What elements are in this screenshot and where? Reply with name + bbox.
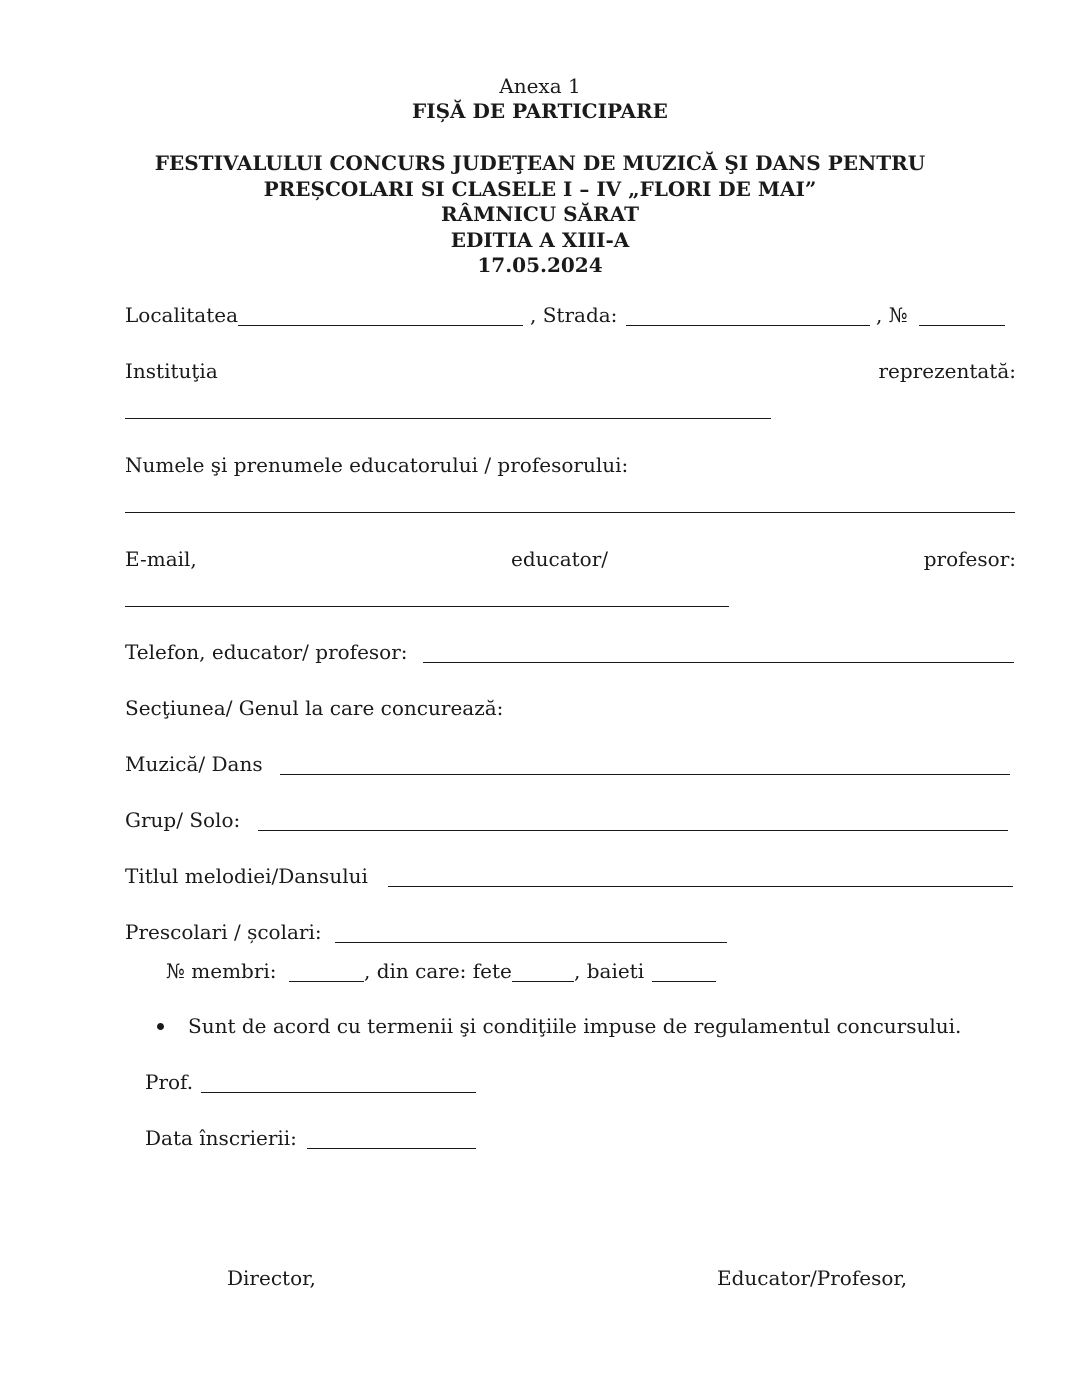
teacher-name-label: Numele şi prenumele educatorului / profesorului: <box>125 453 629 477</box>
festival-edition: EDITIA A XIII-A <box>450 228 630 252</box>
locality-label: Localitatea <box>125 303 238 327</box>
form-title: FIȘĂ DE PARTICIPARE <box>412 99 668 123</box>
educator-signature-label: Educator/Profesor, <box>717 1266 908 1290</box>
email-field[interactable] <box>125 606 729 607</box>
director-signature-label: Director, <box>227 1266 316 1290</box>
boys-field[interactable] <box>652 981 716 982</box>
institution-field[interactable] <box>125 418 771 419</box>
registration-date-label: Data înscrierii: <box>145 1126 297 1150</box>
number-label: , № <box>876 303 908 327</box>
teacher-name-field[interactable] <box>125 512 1015 513</box>
boys-label: , baieti <box>574 959 645 983</box>
agreement-text: Sunt de acord cu termenii şi condiţiile impuse de regulamentul concursului. <box>188 1014 962 1038</box>
number-field[interactable] <box>919 325 1005 326</box>
represented-label: reprezentată: <box>878 359 1016 383</box>
registration-date-field[interactable] <box>307 1148 476 1149</box>
festival-title-line2: PREȘCOLARI SI CLASELE I – IV „FLORI DE MAI” <box>263 177 817 201</box>
street-field[interactable] <box>626 325 870 326</box>
prof-field[interactable] <box>201 1092 476 1093</box>
locality-field[interactable] <box>238 325 523 326</box>
bullet-icon <box>157 1023 164 1030</box>
group-solo-field[interactable] <box>258 830 1008 831</box>
students-field[interactable] <box>335 942 727 943</box>
group-solo-label: Grup/ Solo: <box>125 808 241 832</box>
members-label: № membri: <box>166 959 277 983</box>
festival-date: 17.05.2024 <box>477 253 603 277</box>
song-title-label: Titlul melodiei/Dansului <box>125 864 368 888</box>
phone-label: Telefon, educator/ profesor: <box>125 640 408 664</box>
email-profesor-label: profesor: <box>923 547 1016 571</box>
festival-title-line1: FESTIVALULUI CONCURS JUDEŢEAN DE MUZICĂ ŞI DANS PENTRU <box>154 151 926 175</box>
girls-label: , din care: fete <box>364 959 512 983</box>
members-field[interactable] <box>289 981 364 982</box>
prof-label: Prof. <box>145 1070 194 1094</box>
section-label: Secţiunea/ Genul la care concurează: <box>125 696 504 720</box>
music-dance-field[interactable] <box>280 774 1010 775</box>
street-label: , Strada: <box>530 303 618 327</box>
email-educator-label: educator/ <box>511 547 609 571</box>
students-label: Prescolari / școlari: <box>125 920 322 944</box>
music-dance-label: Muzică/ Dans <box>125 752 263 776</box>
girls-field[interactable] <box>512 981 574 982</box>
annex-label: Anexa 1 <box>499 74 581 98</box>
phone-field[interactable] <box>423 662 1014 663</box>
email-label: E-mail, <box>125 547 197 571</box>
institution-label: Instituţia <box>125 359 218 383</box>
song-title-field[interactable] <box>388 886 1013 887</box>
festival-location: RÂMNICU SĂRAT <box>440 202 640 226</box>
